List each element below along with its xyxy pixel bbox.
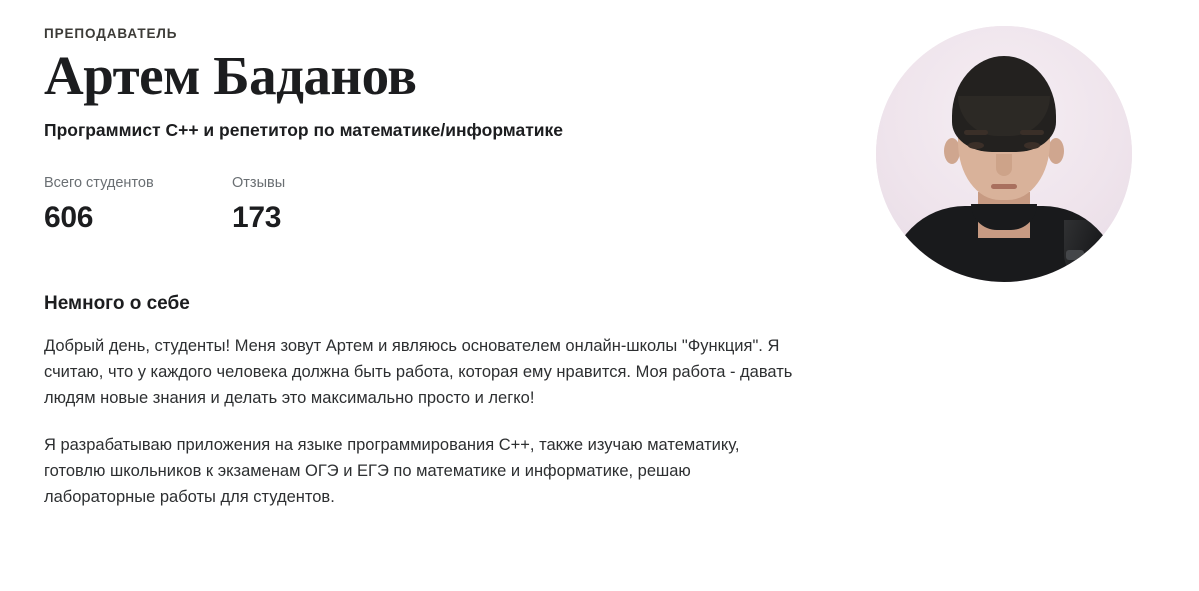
instructor-photo [876, 26, 1132, 282]
mouth-shape [991, 184, 1017, 189]
hair-shape [952, 56, 1056, 152]
about-section-title: Немного о себе [44, 293, 190, 315]
stat-total-students-value: 606 [44, 201, 94, 235]
eyebrow-left-shape [964, 130, 988, 135]
ear-right-shape [1048, 138, 1064, 164]
instructor-headline: Программист C++ и репетитор по математике/информатике [44, 119, 564, 140]
section-eyebrow: ПРЕПОДАВАТЕЛЬ [44, 26, 178, 41]
stat-reviews-label: Отзывы [232, 175, 286, 192]
about-paragraph: Я разрабатываю приложения на языке программирования C++, также изучаю математику, готовлю школьников к экзаменам ОГЭ и ЕГЭ по математике и информатике, решаю лабораторные работы для студентов. [44, 435, 740, 506]
eye-left-shape [968, 142, 984, 149]
eyebrow-right-shape [1020, 130, 1044, 135]
stat-total-students [44, 175, 208, 235]
nose-shape [996, 154, 1012, 176]
shirt-logo [1066, 250, 1084, 260]
instructor-avatar-wrap [876, 26, 1132, 282]
instructor-stats [44, 175, 834, 235]
eye-right-shape [1024, 142, 1040, 149]
about-paragraph: Добрый день, студенты! Меня зовут Артем и являюсь основателем онлайн-школы "Функция". Я считаю, что у каждого человека должна быть работа, которая ему нравится. Моя работа - давать людям новые знания и делать это максимально просто и легко! [44, 337, 793, 408]
instructor-name: Артем Баданов [44, 45, 417, 106]
stat-reviews [232, 175, 285, 235]
avatar [876, 26, 1132, 282]
stat-total-students-label: Всего студентов [44, 175, 154, 192]
stat-reviews-value: 173 [232, 201, 282, 235]
profile-content [44, 26, 834, 510]
